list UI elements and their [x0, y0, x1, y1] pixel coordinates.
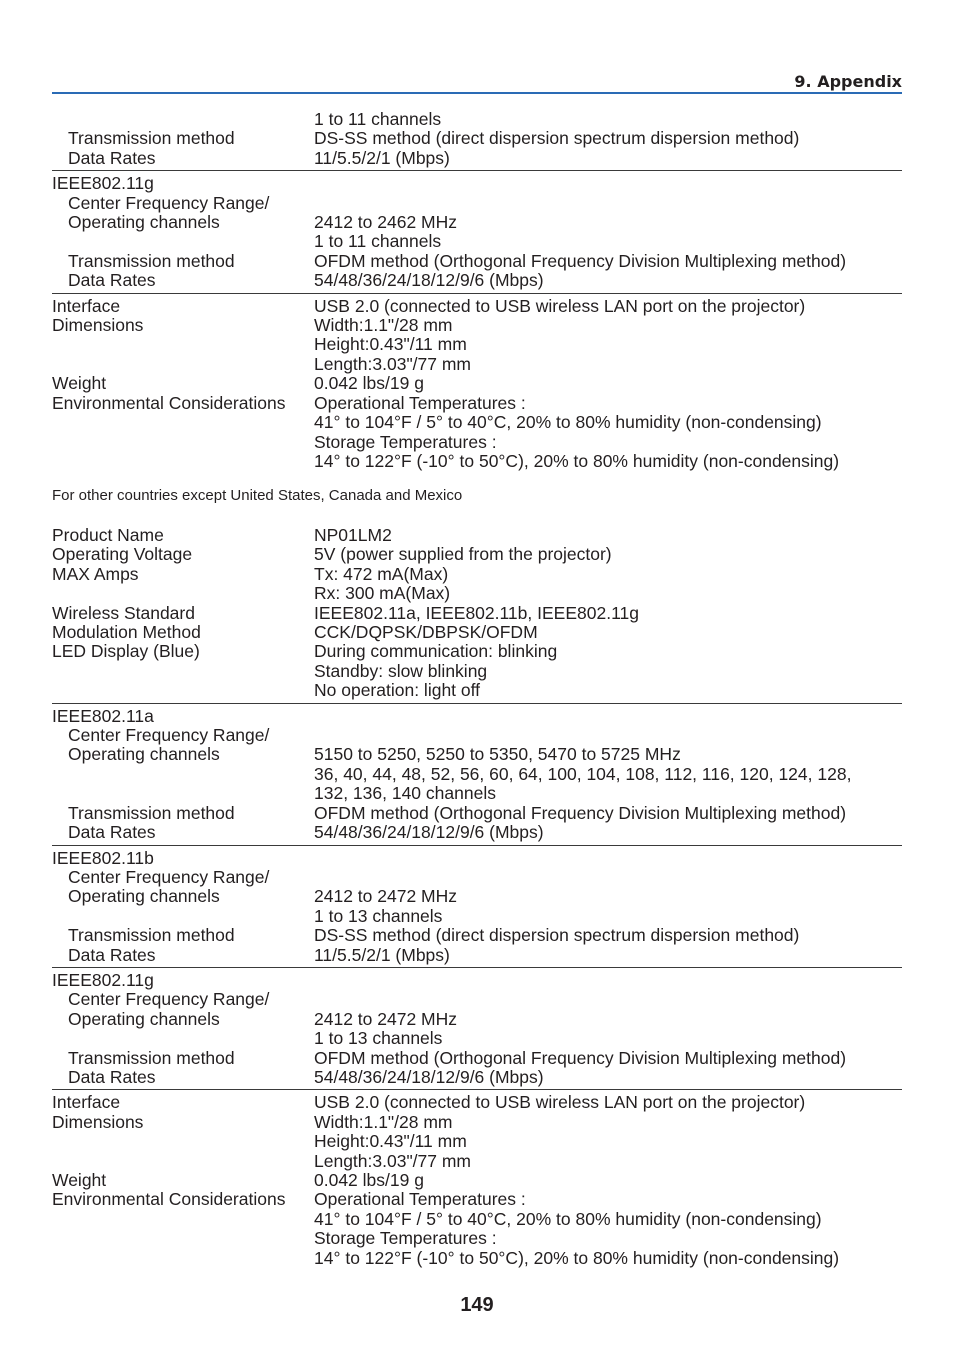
spec-row — [52, 662, 902, 681]
spec-row — [52, 1113, 902, 1132]
spec-label — [52, 452, 314, 471]
spec-label — [52, 433, 314, 452]
spec-label — [52, 232, 314, 251]
spec-row — [52, 213, 902, 232]
spec-label: Transmission method — [68, 128, 235, 149]
spec-value — [314, 194, 902, 213]
spec-label: Interface — [52, 1092, 121, 1113]
spec-row — [52, 1132, 902, 1151]
page-number: 149 — [460, 1294, 494, 1316]
spec-value: 14° to 122°F (-10° to 50°C), 20% to 80% humidity (non-condensing) — [314, 1247, 840, 1268]
spec-row — [52, 565, 902, 584]
spec-label — [52, 765, 314, 784]
spec-row — [52, 526, 902, 545]
spec-value — [314, 726, 902, 745]
spec-row — [52, 804, 902, 823]
spec-label — [52, 1132, 314, 1151]
spec-value: 11/5.5/2/1 (Mbps) — [314, 147, 450, 168]
spec-label — [52, 1029, 314, 1048]
spec-label: MAX Amps — [52, 563, 139, 584]
spec-label: IEEE802.11g — [52, 173, 154, 194]
chapter-title: 9. Appendix — [794, 72, 902, 91]
spec-row — [52, 545, 902, 564]
spec-label: Operating channels — [68, 1008, 220, 1029]
spec-value — [314, 849, 902, 868]
spec-row — [52, 1093, 902, 1112]
spec-label: IEEE802.11g — [52, 969, 154, 990]
spec-row — [52, 907, 902, 926]
spec-label — [52, 907, 314, 926]
spec-value: Width:1.1"/28 mm — [314, 315, 453, 336]
spec-label: LED Display (Blue) — [52, 641, 200, 662]
spec-row — [52, 316, 902, 335]
spec-label: Data Rates — [68, 147, 156, 168]
spec-value: Tx: 472 mA(Max) — [314, 563, 449, 584]
spec-label: Environmental Considerations — [52, 392, 286, 413]
spec-value — [314, 707, 902, 726]
spec-value: Length:3.03"/77 mm — [314, 1150, 472, 1171]
spec-row — [52, 232, 902, 251]
spec-value: 132, 136, 140 channels — [314, 783, 496, 804]
spec-row — [52, 926, 902, 945]
spec-label: IEEE802.11b — [52, 847, 154, 868]
spec-value — [314, 868, 902, 887]
spec-section — [52, 849, 902, 968]
spec-value — [314, 990, 902, 1009]
spec-section — [52, 1093, 902, 1270]
spec-row — [52, 823, 902, 842]
spec-value: 11/5.5/2/1 (Mbps) — [314, 944, 450, 965]
spec-table-bottom — [52, 526, 902, 1270]
spec-row — [52, 1249, 902, 1268]
spec-label: Operating Voltage — [52, 544, 193, 565]
spec-table-top — [52, 110, 902, 473]
spec-row — [52, 1049, 902, 1068]
spec-row — [52, 129, 902, 148]
spec-value — [314, 971, 902, 990]
spec-label — [52, 335, 314, 354]
spec-value: 2412 to 2472 MHz — [314, 1008, 458, 1029]
spec-value: 1 to 11 channels — [314, 231, 442, 252]
spec-value: OFDM method (Orthogonal Frequency Division Multiplexing method) — [314, 802, 847, 823]
spec-label — [52, 355, 314, 374]
spec-row — [52, 271, 902, 290]
spec-section — [52, 174, 902, 293]
spec-value: 36, 40, 44, 48, 52, 56, 60, 64, 100, 104, 108, 112, 116, 120, 124, 128, — [314, 763, 852, 784]
spec-value: Length:3.03"/77 mm — [314, 353, 472, 374]
spec-value: OFDM method (Orthogonal Frequency Division Multiplexing method) — [314, 1047, 847, 1068]
spec-label: Transmission method — [68, 250, 235, 271]
spec-label: Transmission method — [68, 925, 235, 946]
spec-row — [52, 452, 902, 471]
spec-label: Transmission method — [68, 802, 235, 823]
spec-value: Width:1.1"/28 mm — [314, 1111, 453, 1132]
spec-label — [52, 681, 314, 700]
spec-label: Data Rates — [68, 270, 156, 291]
spec-label — [52, 784, 314, 803]
spec-section — [52, 526, 902, 704]
spec-row — [52, 887, 902, 906]
spec-row — [52, 433, 902, 452]
spec-row — [52, 642, 902, 661]
spec-label: Dimensions — [52, 1111, 144, 1132]
spec-row — [52, 868, 902, 887]
spec-label: Data Rates — [68, 1066, 156, 1087]
spec-row — [52, 681, 902, 700]
spec-row — [52, 726, 902, 745]
spec-value: Height:0.43"/11 mm — [314, 1131, 467, 1152]
spec-section — [52, 297, 902, 474]
spec-label — [52, 1249, 314, 1268]
spec-value: No operation: light off — [314, 680, 481, 701]
spec-label — [52, 1229, 314, 1248]
spec-label — [52, 413, 314, 432]
spec-label: Center Frequency Range/ — [68, 192, 270, 213]
spec-value: 2412 to 2462 MHz — [314, 212, 458, 233]
spec-label — [52, 1210, 314, 1229]
spec-value: NP01LM2 — [314, 525, 392, 545]
spec-row — [52, 849, 902, 868]
spec-value: 1 to 13 channels — [314, 1028, 443, 1049]
spec-section — [52, 971, 902, 1090]
spec-label: Operating channels — [68, 886, 220, 907]
spec-label: Dimensions — [52, 315, 144, 336]
spec-value: 54/48/36/24/18/12/9/6 (Mbps) — [314, 1066, 544, 1087]
spec-value: 41° to 104°F / 5° to 40°C, 20% to 80% humidity (non-condensing) — [314, 1208, 822, 1229]
spec-section — [52, 707, 902, 846]
spec-row — [52, 784, 902, 803]
spec-label — [52, 584, 314, 603]
spec-value: CCK/DQPSK/DBPSK/OFDM — [314, 622, 538, 643]
region-note: For other countries except United States, Canada and Mexico — [52, 487, 463, 504]
spec-value: Rx: 300 mA(Max) — [314, 583, 451, 604]
spec-value: 5V (power supplied from the projector) — [314, 544, 612, 565]
spec-value: DS-SS method (direct dispersion spectrum dispersion method) — [314, 128, 800, 149]
spec-label: Weight — [52, 373, 107, 394]
spec-value: Operational Temperatures : — [314, 392, 526, 413]
spec-label: Transmission method — [68, 1047, 235, 1068]
spec-value: 5150 to 5250, 5250 to 5350, 5470 to 5725 MHz — [314, 744, 681, 765]
spec-value: 14° to 122°F (-10° to 50°C), 20% to 80% humidity (non-condensing) — [314, 450, 840, 471]
spec-label: Environmental Considerations — [52, 1189, 286, 1210]
spec-row — [52, 174, 902, 193]
spec-section — [52, 110, 902, 171]
spec-row — [52, 623, 902, 642]
spec-row — [52, 355, 902, 374]
spec-value: Standby: slow blinking — [314, 660, 488, 681]
spec-value: OFDM method (Orthogonal Frequency Division Multiplexing method) — [314, 250, 847, 271]
spec-row — [52, 1210, 902, 1229]
spec-label: Operating channels — [68, 212, 220, 233]
spec-row — [52, 413, 902, 432]
spec-row — [52, 584, 902, 603]
spec-row — [52, 971, 902, 990]
spec-value: Storage Temperatures : — [314, 1228, 497, 1249]
spec-value: 0.042 lbs/19 g — [314, 373, 424, 394]
spec-row — [52, 745, 902, 764]
spec-label: Weight — [52, 1170, 107, 1190]
spec-value — [314, 174, 902, 193]
spec-label: Center Frequency Range/ — [68, 725, 270, 746]
spec-value: Storage Temperatures : — [314, 431, 497, 452]
spec-label: Operating channels — [68, 744, 220, 765]
spec-value: Height:0.43"/11 mm — [314, 334, 467, 355]
spec-value: 41° to 104°F / 5° to 40°C, 20% to 80% humidity (non-condensing) — [314, 412, 822, 433]
spec-value: During communication: blinking — [314, 641, 558, 662]
spec-row — [52, 1229, 902, 1248]
spec-label: Center Frequency Range/ — [68, 866, 270, 887]
spec-row — [52, 374, 902, 393]
spec-row — [52, 707, 902, 726]
spec-row — [52, 1190, 902, 1209]
spec-row — [52, 1171, 902, 1190]
spec-value: USB 2.0 (connected to USB wireless LAN port on the projector) — [314, 295, 806, 316]
spec-value: USB 2.0 (connected to USB wireless LAN port on the projector) — [314, 1092, 806, 1113]
spec-label: Center Frequency Range/ — [68, 989, 270, 1010]
spec-label — [52, 662, 314, 681]
spec-value: IEEE802.11a, IEEE802.11b, IEEE802.11g — [314, 602, 639, 623]
spec-label: IEEE802.11a — [52, 705, 154, 726]
spec-row — [52, 149, 902, 168]
page-header — [52, 72, 902, 94]
spec-value: 54/48/36/24/18/12/9/6 (Mbps) — [314, 822, 544, 843]
spec-label: Modulation Method — [52, 622, 201, 643]
spec-label — [52, 110, 314, 129]
spec-row — [52, 297, 902, 316]
spec-label: Data Rates — [68, 944, 156, 965]
spec-row — [52, 946, 902, 965]
spec-value: 0.042 lbs/19 g — [314, 1170, 424, 1190]
spec-row — [52, 1068, 902, 1087]
spec-value: 1 to 13 channels — [314, 905, 443, 926]
spec-row — [52, 1029, 902, 1048]
spec-value: 1 to 11 channels — [314, 109, 442, 129]
spec-value: Operational Temperatures : — [314, 1189, 526, 1210]
spec-label: Interface — [52, 295, 121, 316]
spec-row — [52, 110, 902, 129]
spec-row — [52, 394, 902, 413]
spec-row — [52, 765, 902, 784]
spec-value: DS-SS method (direct dispersion spectrum dispersion method) — [314, 925, 800, 946]
spec-row — [52, 1010, 902, 1029]
spec-row — [52, 604, 902, 623]
spec-value: 54/48/36/24/18/12/9/6 (Mbps) — [314, 270, 544, 291]
spec-value: 2412 to 2472 MHz — [314, 886, 458, 907]
spec-row — [52, 335, 902, 354]
spec-label — [52, 1152, 314, 1171]
spec-label: Wireless Standard — [52, 602, 195, 623]
spec-label: Data Rates — [68, 822, 156, 843]
spec-row — [52, 252, 902, 271]
spec-row — [52, 990, 902, 1009]
spec-label: Product Name — [52, 525, 164, 545]
spec-row — [52, 194, 902, 213]
spec-row — [52, 1152, 902, 1171]
